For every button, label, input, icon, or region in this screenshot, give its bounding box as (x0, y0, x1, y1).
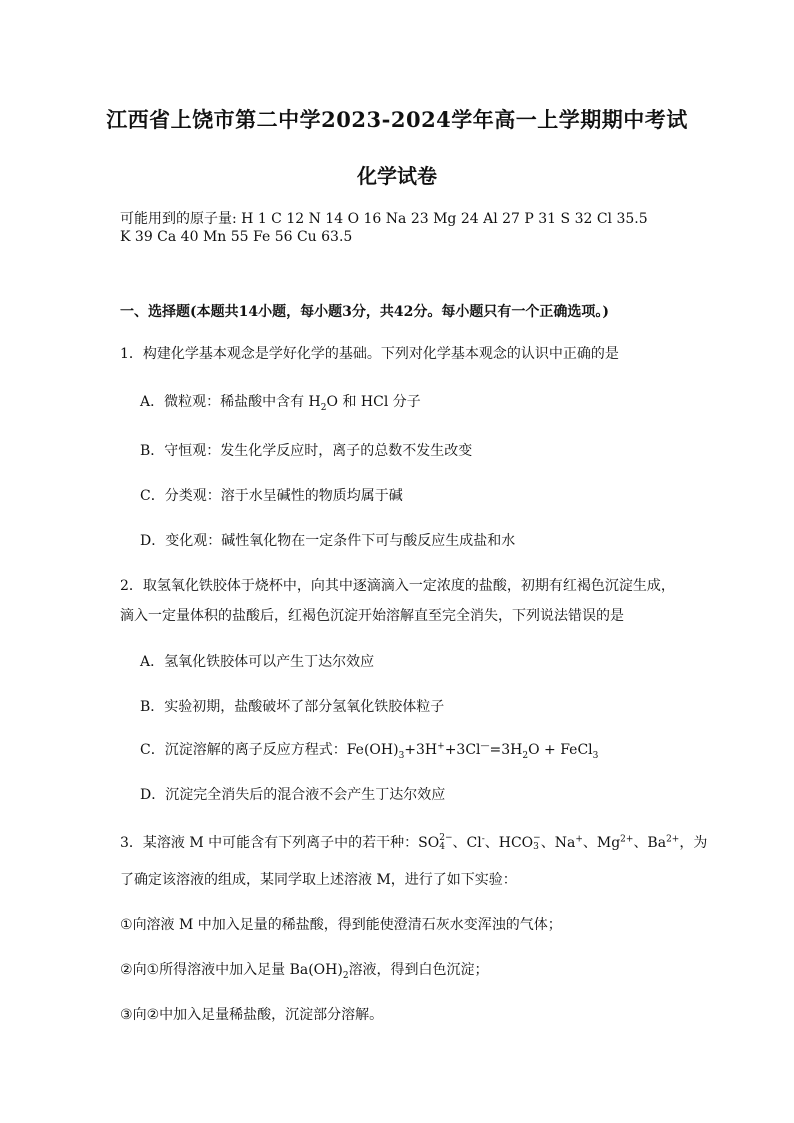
question-2-option-d: D．沉淀完全消失后的混合液不会产生丁达尔效应 (140, 787, 446, 803)
question-2-option-a: A．氢氧化铁胶体可以产生丁达尔效应 (140, 654, 375, 670)
question-3-step-1: ①向溶液 M 中加入足量的稀盐酸，得到能使澄清石灰水变浑浊的气体； (120, 917, 562, 933)
step-2-marker: ② (120, 962, 133, 978)
sulfate-ion-charge: 2− 4 (439, 833, 453, 852)
question-2-option-b: B．实验初期，盐酸破坏了部分氢氧化铁胶体粒子 (140, 699, 445, 715)
question-3-stem-line-2: 了确定该溶液的组成，某同学取上述溶液 M，进行了如下实验： (120, 872, 517, 888)
question-2-option-c: C．沉淀溶解的离子反应方程式：$Fe(OH)_3+3H^++3Cl^—=3H_2O$ + FeCl$_3$ (140, 741, 599, 761)
atomic-masses-line-2: K 39 Ca 40 Mn 55 Fe 56 Cu 63.5 (120, 229, 353, 245)
question-1-option-d: D．变化观：碱性氧化物在一定条件下可与酸反应生成盐和水 (140, 533, 516, 549)
question-1-option-b: B．守恒观：发生化学反应时，离子的总数不发生改变 (140, 443, 473, 459)
exam-title: 江西省上饶市第二中学2023-2024学年高一上学期期中考试 (106, 107, 688, 132)
bicarbonate-ion-charge: − 3 (533, 833, 541, 852)
step-1-marker: ① (120, 917, 133, 933)
step-3-marker: ③ (120, 1007, 133, 1023)
question-3-stem-line-1: 3．某溶液 M 中可能含有下列离子中的若干种：SO2− 4 、Cl-、HCO− 3 、Na+、$Mg^{2+}$、$Ba^{2+}$，为 (120, 833, 708, 852)
section-heading: 一、选择题(本题共14小题，每小题3分，共42分。每小题只有一个正确选项。) (120, 304, 609, 320)
atomic-masses-line-1: 可能用到的原子量: H 1 C 12 N 14 O 16 Na 23 Mg 24 Al 27 P 31 S 32 Cl 35.5 (120, 211, 648, 227)
question-3-step-3: ③向②中加入足量稀盐酸，沉淀部分溶解。 (120, 1007, 384, 1023)
question-2-stem-line-2: 滴入一定量体积的盐酸后，红褐色沉淀开始溶解直至完全消失，下列说法错误的是 (120, 608, 624, 624)
question-1-option-a: A．微粒观：稀盐酸中含有 $H_2O$ 和 HCl 分子 (140, 394, 421, 413)
question-2-stem-line-1: 2．取氢氧化铁胶体于烧杯中，向其中逐滴滴入一定浓度的盐酸，初期有红褐色沉淀生成， (120, 578, 675, 594)
exam-subtitle: 化学试卷 (357, 164, 437, 188)
question-3-step-2: ②向①所得溶液中加入足量 $Ba(OH)_2$溶液，得到白色沉淀； (120, 962, 489, 981)
question-1-option-c: C．分类观：溶于水呈碱性的物质均属于碱 (140, 488, 403, 504)
question-1-stem: 1．构建化学基本观念是学好化学的基础。下列对化学基本观念的认识中正确的是 (120, 346, 619, 362)
